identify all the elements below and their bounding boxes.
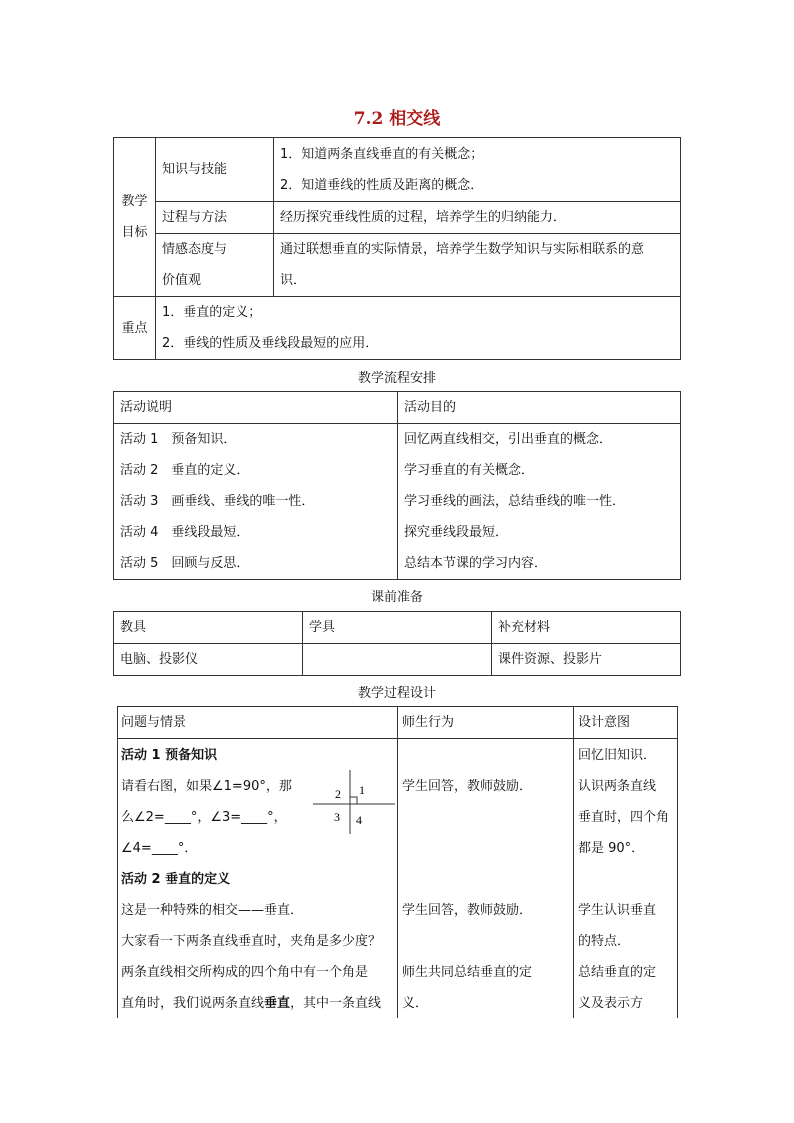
- goals-header-2: 目标: [121, 225, 148, 240]
- activity1-teacher: 学生回答，教师鼓励．: [402, 779, 533, 794]
- activity1-intent: 认识两条直线: [578, 779, 657, 794]
- goal-label-line: 情感态度与: [162, 242, 228, 257]
- flow-activities: [114, 424, 398, 580]
- flow-col2-header: 活动目的: [398, 392, 681, 424]
- flow-activity: 活动 3 画垂线、垂线的唯一性．: [120, 494, 315, 509]
- activity2-line4: [121, 988, 395, 1019]
- activity1-title: 活动 1 预备知识: [121, 748, 218, 763]
- flow-col1-header: 活动说明: [114, 392, 398, 424]
- page-title: 7.2 相交线: [353, 109, 441, 129]
- prep-heading: 课前准备: [370, 590, 423, 605]
- activity1-intent: 垂直时，四个角: [578, 810, 670, 825]
- perpendicular-lines-figure: [313, 768, 395, 836]
- design-header-intent: 设计意图: [578, 715, 631, 730]
- goals-header-cell: [114, 138, 156, 297]
- activity2-line4-tail: ，其中一条直线: [290, 996, 382, 1011]
- activity2-title: 活动 2 垂直的定义: [121, 872, 231, 887]
- right-angle-mark: [350, 797, 357, 804]
- angle-label-1: 1: [359, 783, 365, 797]
- goal-line: 通过联想垂直的实际情景，培养学生数学知识与实际相联系的意: [280, 242, 645, 257]
- activity2-bold-word: 垂直: [264, 996, 291, 1011]
- angle-label-4: 4: [356, 813, 362, 827]
- activity1-q1: 请看右图，如果∠1=90°，那: [121, 779, 292, 794]
- design-behavior-act2: [402, 895, 570, 1019]
- activity2-line2: 大家看一下两条直线垂直时，夹角是多少度？: [121, 934, 382, 949]
- design-heading: 教学过程设计: [357, 686, 436, 701]
- goals-table: [113, 137, 681, 360]
- flow-activity: 活动 2 垂直的定义．: [120, 463, 250, 478]
- activity2-intent: 学生认识垂直: [578, 903, 657, 918]
- activity1-intent: 回忆旧知识．: [578, 748, 657, 763]
- activity2-line1: 这是一种特殊的相交——垂直．: [121, 903, 304, 918]
- flow-goal: 回忆两直线相交，引出垂直的概念．: [404, 432, 613, 447]
- angle-label-2: 2: [335, 787, 341, 801]
- design-intent-act1: [578, 740, 674, 864]
- goals-header-1: 教学: [121, 194, 148, 209]
- flow-goal: 学习垂线的画法，总结垂线的唯一性．: [404, 494, 626, 509]
- activity1-q3: ∠4=____°．: [121, 841, 198, 856]
- key-line: 2．垂线的性质及垂线段最短的应用．: [162, 336, 379, 351]
- prep-value-teaching-aids: 电脑、投影仪: [114, 644, 303, 676]
- goal-label-knowledge: 知识与技能: [156, 138, 274, 202]
- goal-content-knowledge: [274, 138, 681, 202]
- goal-content-process: 经历探究垂线性质的过程，培养学生的归纳能力．: [274, 202, 681, 234]
- goal-label-process: 过程与方法: [156, 202, 274, 234]
- activity2-teacher1: 学生回答，教师鼓励．: [402, 903, 533, 918]
- goal-label-attitude: [156, 234, 274, 297]
- activity2-intent: 总结垂直的定: [578, 965, 657, 980]
- prep-header-student-aids: 学具: [303, 612, 492, 644]
- activity2-intent: 义及表示方: [578, 996, 644, 1011]
- flow-heading: 教学流程安排: [357, 371, 436, 386]
- flow-activity: 活动 4 垂线段最短．: [120, 525, 250, 540]
- flow-goals: [398, 424, 681, 580]
- goal-line: 1．知道两条直线垂直的有关概念；: [280, 146, 484, 162]
- goal-line: 2．知道垂线的性质及距离的概念．: [280, 177, 484, 193]
- key-content: [156, 297, 681, 360]
- angle-label-3: 3: [334, 810, 340, 824]
- key-line: 1．垂直的定义；: [162, 305, 262, 320]
- activity2-teacher2: 师生共同总结垂直的定: [402, 965, 533, 980]
- prep-header-teaching-aids: 教具: [114, 612, 303, 644]
- design-behavior-act1: [402, 771, 570, 802]
- prep-table: [113, 611, 681, 676]
- goal-label-line: 价值观: [162, 273, 202, 288]
- activity1-q2: 么∠2=____°，∠3=____°，: [121, 810, 287, 825]
- spacer: [402, 926, 570, 957]
- prep-value-materials: 课件资源、投影片: [492, 644, 681, 676]
- flow-goal: 探究垂线段最短．: [404, 525, 509, 540]
- design-table: [117, 706, 677, 1018]
- goal-content-attitude: [274, 234, 681, 297]
- flow-table: [113, 391, 681, 580]
- flow-goal: 总结本节课的学习内容．: [404, 556, 548, 571]
- activity2-teacher3: 义．: [402, 996, 429, 1011]
- key-label: 重点: [114, 297, 156, 360]
- prep-value-student-aids: [303, 644, 492, 676]
- activity2-line4-start: 直角时，我们说两条直线: [121, 996, 265, 1011]
- prep-header-materials: 补充材料: [492, 612, 681, 644]
- flow-activity: 活动 5 回顾与反思．: [120, 556, 250, 571]
- goal-line: 识．: [280, 273, 307, 288]
- design-intent-act2: [578, 895, 674, 1019]
- design-header-behavior: 师生行为: [402, 715, 455, 730]
- flow-goal: 学习垂直的有关概念．: [404, 463, 535, 478]
- flow-activity: 活动 1 预备知识．: [120, 432, 237, 447]
- activity2-intent: 的特点．: [578, 934, 631, 949]
- activity1-intent: 都是 90°．: [578, 841, 645, 856]
- design-header-question: 问题与情景: [121, 715, 187, 730]
- activity2-line3: 两条直线相交所构成的四个角中有一个角是: [121, 965, 369, 980]
